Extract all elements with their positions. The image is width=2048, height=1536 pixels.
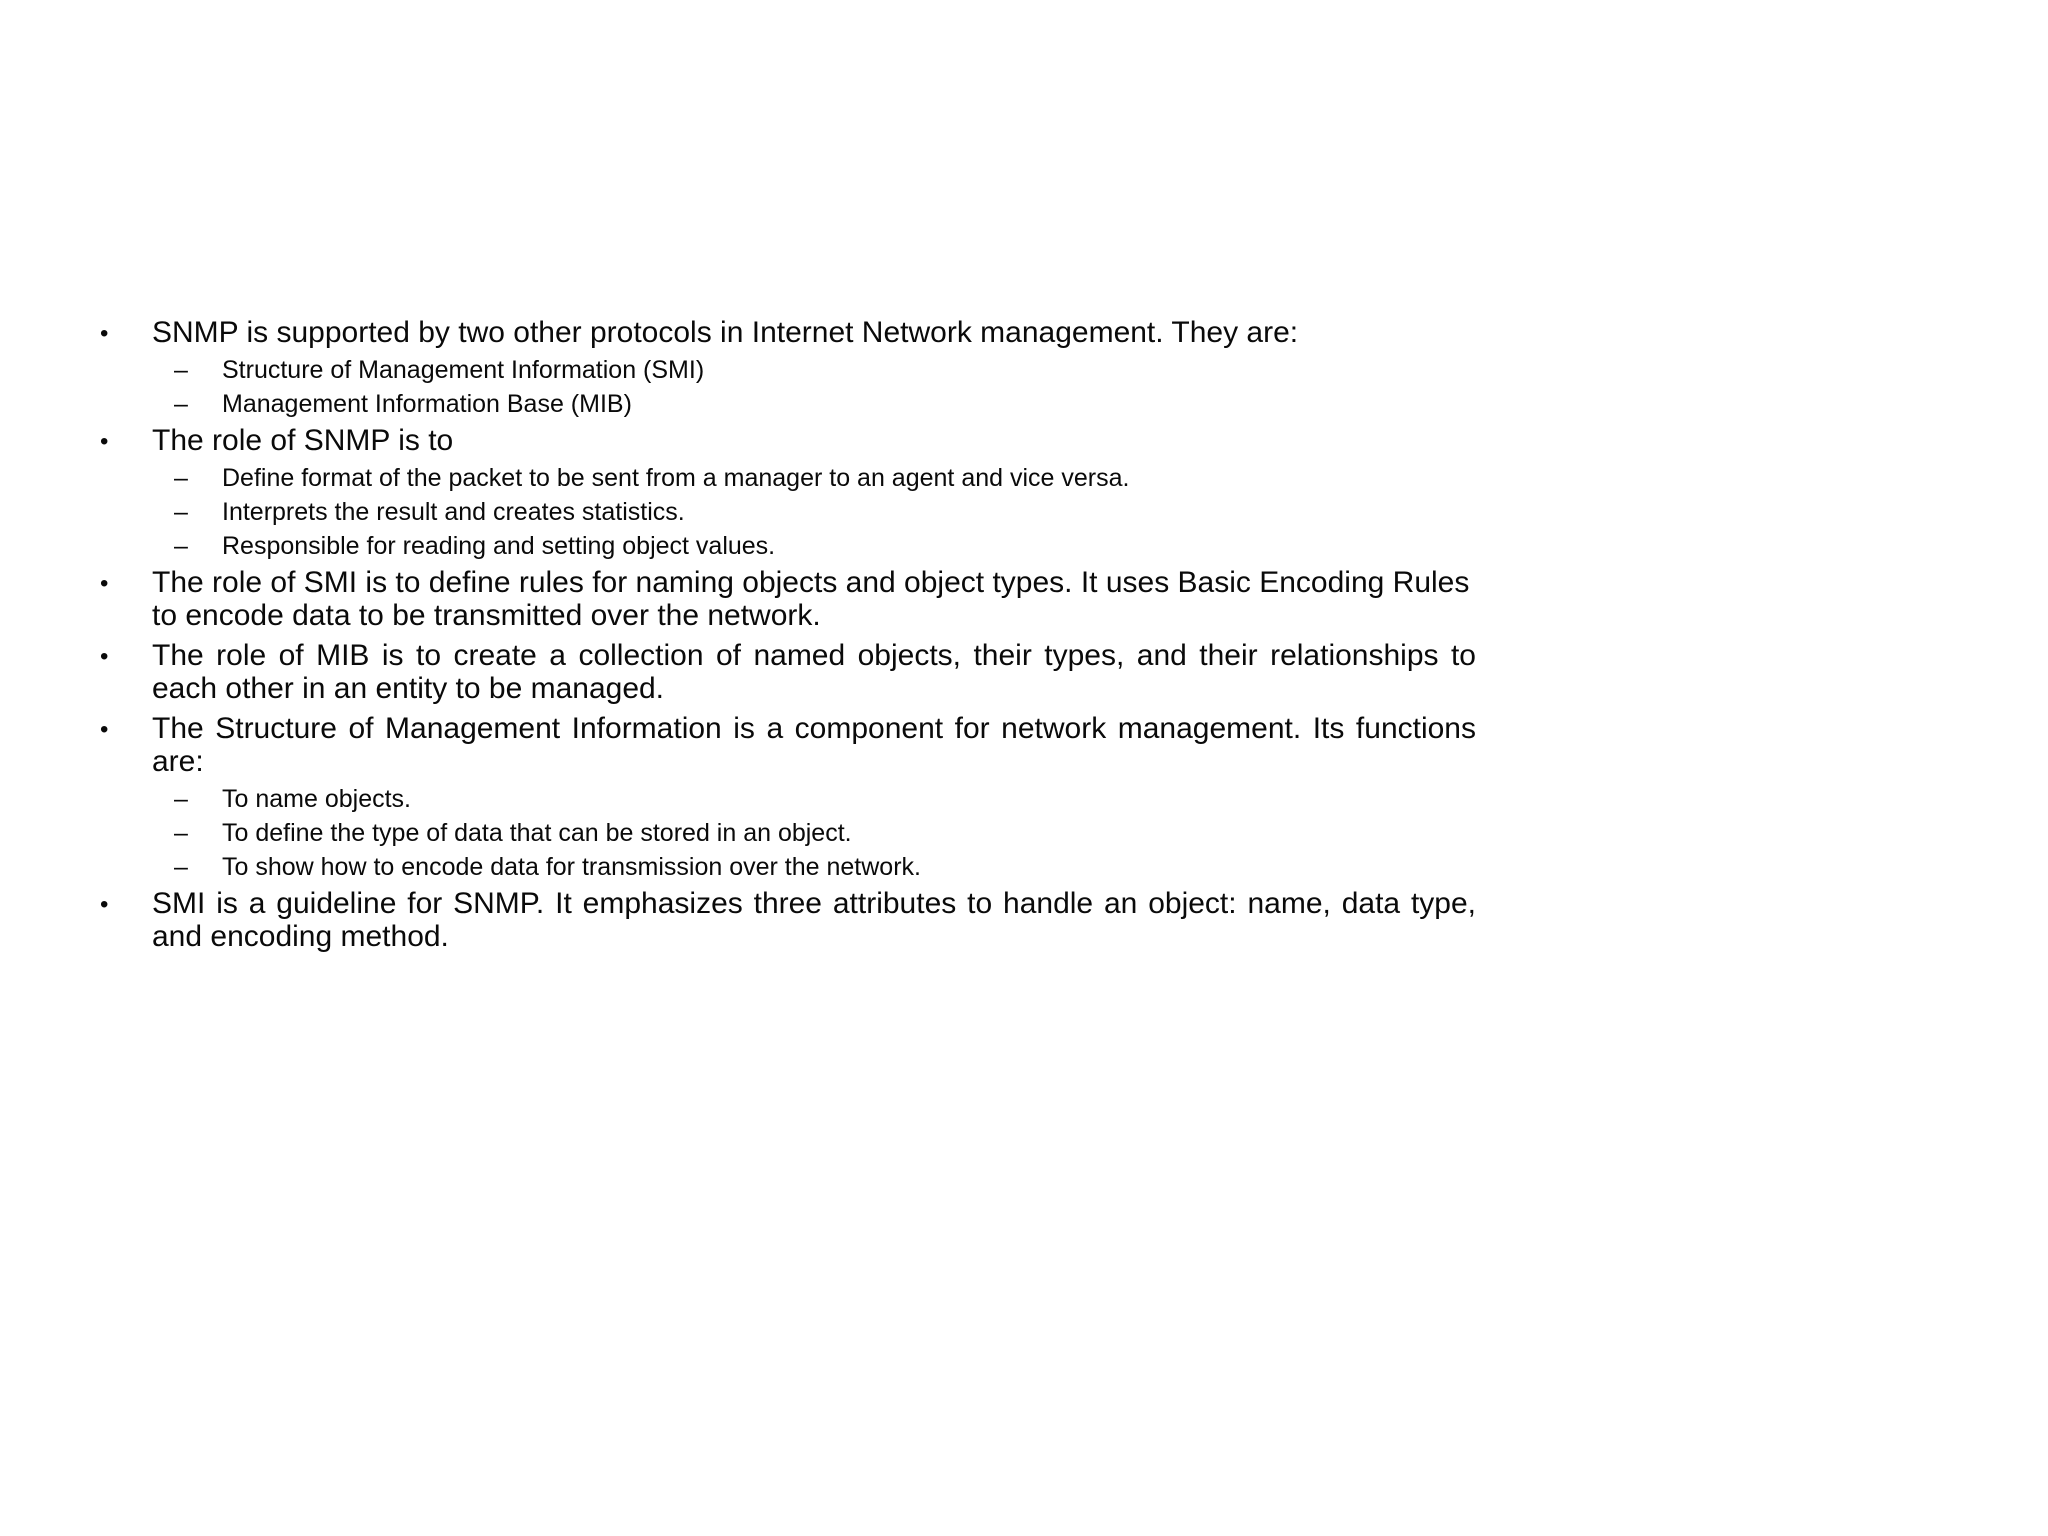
sub-bullet-item bbox=[100, 785, 1476, 814]
bullet-text: SNMP is supported by two other protocols in Internet Network management. They are: bbox=[152, 316, 1299, 349]
sub-bullet-text: Interprets the result and creates statistics. bbox=[222, 498, 685, 526]
bullet-icon: • bbox=[100, 716, 109, 743]
sub-bullet-item bbox=[100, 356, 1476, 385]
bullet-icon: • bbox=[100, 320, 109, 347]
bullet-text: SMI is a guideline for SNMP. It emphasizes three attributes to handle an object: name, data type, and encoding method. bbox=[152, 887, 1476, 953]
bullet-icon: • bbox=[100, 891, 109, 918]
sub-bullet-item bbox=[100, 498, 1476, 527]
bullet-item bbox=[100, 712, 1476, 778]
sub-bullet-text: To show how to encode data for transmission over the network. bbox=[222, 853, 921, 881]
sub-bullet-text: Define format of the packet to be sent from a manager to an agent and vice versa. bbox=[222, 464, 1130, 492]
dash-icon: – bbox=[174, 819, 188, 847]
dash-icon: – bbox=[174, 390, 188, 418]
dash-icon: – bbox=[174, 498, 188, 526]
bullet-icon: • bbox=[100, 643, 109, 670]
sub-bullet-item bbox=[100, 532, 1476, 561]
bullet-item bbox=[100, 424, 1476, 457]
bullet-item bbox=[100, 566, 1476, 632]
bullet-icon: • bbox=[100, 570, 109, 597]
sub-bullet-text: Responsible for reading and setting object values. bbox=[222, 532, 776, 560]
sub-bullet-text: Management Information Base (MIB) bbox=[222, 390, 632, 418]
sub-bullet-text: Structure of Management Information (SMI) bbox=[222, 356, 705, 384]
sub-bullet-item bbox=[100, 819, 1476, 848]
sub-bullet-text: To name objects. bbox=[222, 785, 411, 813]
sub-bullet-item bbox=[100, 390, 1476, 419]
bullet-item bbox=[100, 887, 1476, 953]
bullet-icon: • bbox=[100, 428, 109, 455]
bullet-item bbox=[100, 639, 1476, 705]
bullet-text: The Structure of Management Information is a component for network management. Its functions are: bbox=[152, 712, 1476, 778]
sub-bullet-item bbox=[100, 464, 1476, 493]
bullet-text: The role of SNMP is to bbox=[152, 424, 454, 457]
dash-icon: – bbox=[174, 356, 188, 384]
sub-bullet-text: To define the type of data that can be stored in an object. bbox=[222, 819, 852, 847]
sub-bullet-item bbox=[100, 853, 1476, 882]
slide-body-text-frame bbox=[100, 316, 1476, 960]
dash-icon: – bbox=[174, 532, 188, 560]
bullet-text: The role of SMI is to define rules for naming objects and object types. It uses Basic Encoding Rules to encode data to be transmitted over the network. bbox=[152, 566, 1470, 632]
dash-icon: – bbox=[174, 464, 188, 492]
bullet-item bbox=[100, 316, 1476, 349]
dash-icon: – bbox=[174, 853, 188, 881]
dash-icon: – bbox=[174, 785, 188, 813]
bullet-text: The role of MIB is to create a collection of named objects, their types, and their relationships to each other in an entity to be managed. bbox=[152, 639, 1476, 705]
